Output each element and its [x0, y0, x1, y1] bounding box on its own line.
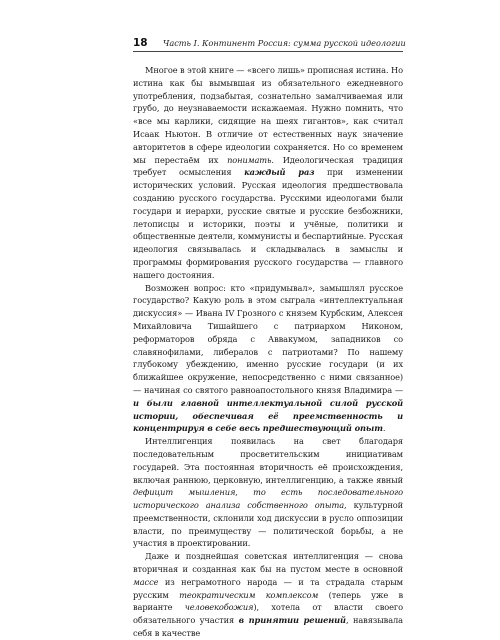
text-run: Возможен вопрос: кто «придумывал», замышлял русское государство? Какую роль в этом сыграла «интеллектуальная дискуссия» — Ивана IV Грозного с князем Курбским, Алексея Михайловича Тишайшего с патриархом Никоном, реформаторов обряда с Аввакумом, западников со славянофилами, либералов с патриотами? По нашему глубокому убеждению, именно русские государи (и их ближайшее окружение, непосредственно с ними связанное) — начиная со святого равноапостольного князя Владимира — [133, 282, 403, 395]
running-title: Часть I. Континент Россия: сумма русской идеологии [163, 38, 406, 48]
text-run: из неграмотного народа — и та страдала старым русским [133, 576, 403, 600]
running-header [133, 35, 406, 51]
paragraph [133, 64, 403, 282]
emphasis-italic: дефицит мышления, то есть последовательного исторического анализа собственного опыта [133, 487, 403, 511]
emphasis-italic: массе [133, 576, 159, 587]
text-run: Многое в этой книге — «всего лишь» прописная истина. Но истина как бы вымывшая из обязательного ежедневного употребления, подзабытая, сознательно замалчиваемая или грубо, до неузнаваемости искажаемая. Нужно помнить, что «все мы карлики, сидящие на шеях гигантов», как считал Исаак Ньютон. В отличие от естественных наук значение авторитетов в сфере идеологии сохраняется. Но со временем мы перестаём их [133, 65, 403, 165]
text-run: . Идеологическая традиция требует осмысления [133, 154, 404, 178]
body-text [133, 64, 403, 640]
paragraph [133, 550, 403, 640]
text-run: . [382, 423, 386, 434]
emphasis-bold: в принятии решений [238, 615, 346, 626]
text-run: (теперь уже в варианте [133, 589, 403, 613]
emphasis-bold: и были главной интеллектуальной силой русской истории, обеспечивая её преемственность и концентрируя в себе весь предшествующий опыт [133, 397, 403, 434]
text-run: Интеллигенция появилась на свет благодаря последовательным просветительским инициативам государей. Эта постоянная вторичность её происхождения, включая раннюю, церковную, интеллигенцию, а также явный [133, 436, 403, 485]
emphasis-italic: теократическим комплексом [179, 589, 319, 600]
page-number: 18 [133, 37, 148, 49]
text-run: ), хотела от власти своего обязательного участия [133, 602, 403, 626]
paragraph [133, 282, 403, 436]
emphasis-bold: каждый раз [244, 167, 315, 178]
text-run: при изменении исторических условий. Русская идеология предшествовала созданию русского государства. Русскими идеологами были государи и иерархи, русские святые и русские безбожники, летописцы и историки, поэты и учёные, политики и общественные деятели, коммунисты и беспартийные. Русская идеология связывалась и складывалась в замыслы и программы формирования русского государства — главного нашего достояния. [133, 167, 403, 280]
emphasis-italic: понимать [227, 154, 272, 165]
emphasis-italic: человекобожия [184, 602, 254, 613]
text-run: , навязывала себя в качестве [133, 615, 403, 639]
text-run: Даже и позднейшая советская интеллигенция — снова вторичная и созданная как бы на пустом месте в основной [133, 551, 403, 575]
text-run: , культурной преемственности, склонили ход дискуссии в русло оппозиции власти, по преимуществу — политической борьбы, а не участия в проектировании. [133, 500, 403, 549]
paragraph [133, 435, 403, 550]
header-rule [133, 51, 403, 52]
